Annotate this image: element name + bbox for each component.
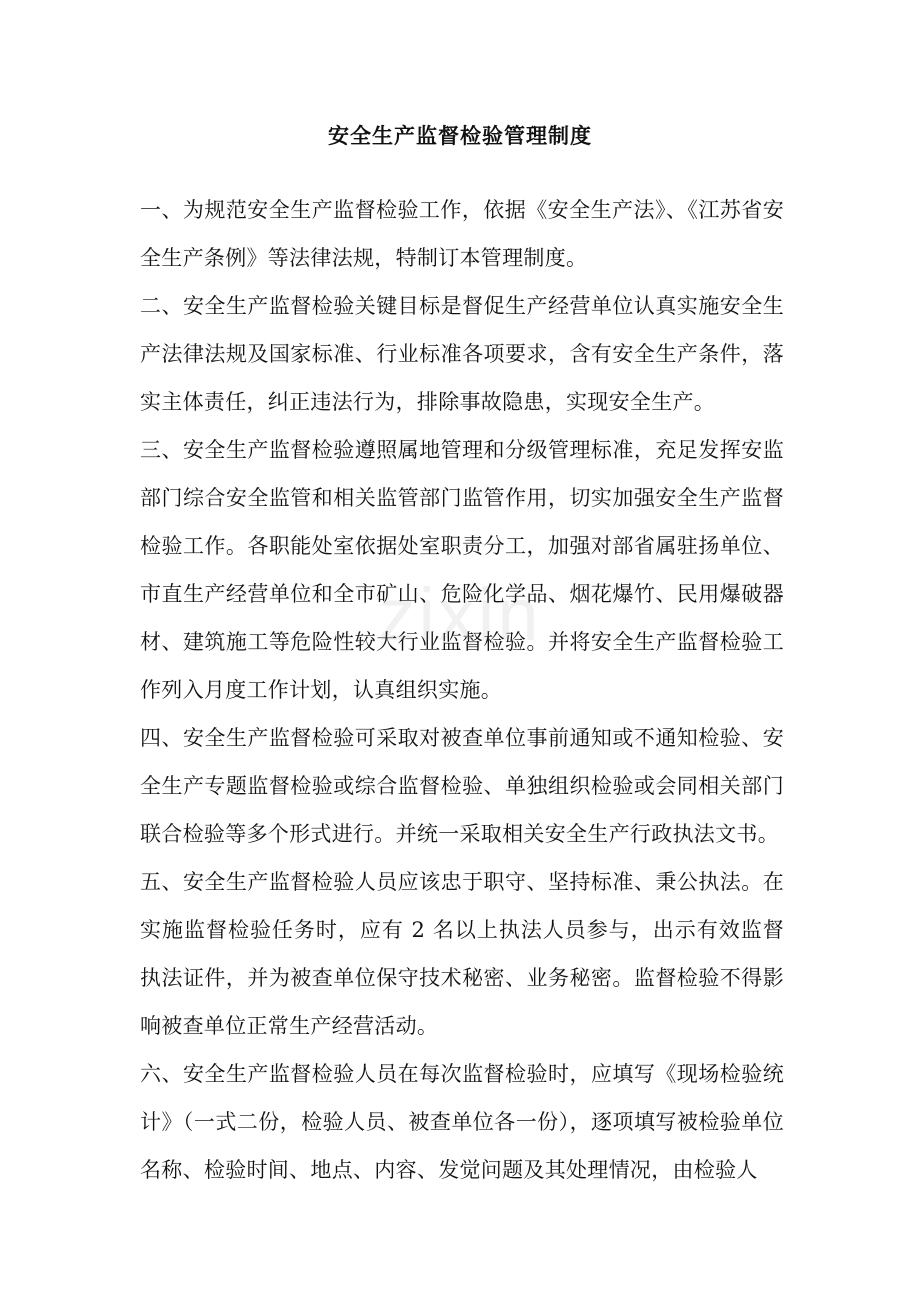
document-body bbox=[140, 186, 784, 1194]
paragraph-1: 一、为规范安全生产监督检验工作，依据《安全生产法》、《江苏省安全生产条例》等法律法规，特制订本管理制度。 bbox=[140, 198, 784, 270]
paragraph-2: 二、安全生产监督检验关键目标是督促生产经营单位认真实施安全生产法律法规及国家标准、行业标准各项要求，含有安全生产条件，落实主体责任，纠正违法行为，排除事故隐患，实现安全生产。 bbox=[140, 294, 784, 414]
paragraph-4: 四、安全生产监督检验可采取对被查单位事前通知或不通知检验、安全生产专题监督检验或综合监督检验、单独组织检验或会同相关部门联合检验等多个形式进行。并统一采取相关安全生产行政执法文书。 bbox=[140, 726, 784, 846]
paragraph-3: 三、安全生产监督检验遵照属地管理和分级管理标准，充足发挥安监部门综合安全监管和相关监管部门监管作用，切实加强安全生产监督检验工作。各职能处室依据处室职责分工，加强对部省属驻扬单位、市直生产经营单位和全市矿山、危险化学品、烟花爆竹、民用爆破器材、建筑施工等危险性较大行业监督检验。并将安全生产监督检验工作列入月度工作计划，认真组织实施。 bbox=[140, 438, 784, 702]
paragraph-6: 六、安全生产监督检验人员在每次监督检验时，应填写《现场检验统计》（一式二份，检验人员、被查单位各一份），逐项填写被检验单位名称、检验时间、地点、内容、发觉问题及其处理情况，由检验人 bbox=[140, 1062, 784, 1182]
document-title: 安全生产监督检验管理制度 bbox=[328, 123, 592, 148]
paragraph-5: 五、安全生产监督检验人员应该忠于职守、坚持标准、秉公执法。在实施监督检验任务时，应有 2 名以上执法人员参与，出示有效监督执法证件，并为被查单位保守技术秘密、业务秘密。监督检验不得影响被查单位正常生产经营活动。 bbox=[140, 870, 784, 1038]
watermark: zixin bbox=[378, 573, 542, 656]
